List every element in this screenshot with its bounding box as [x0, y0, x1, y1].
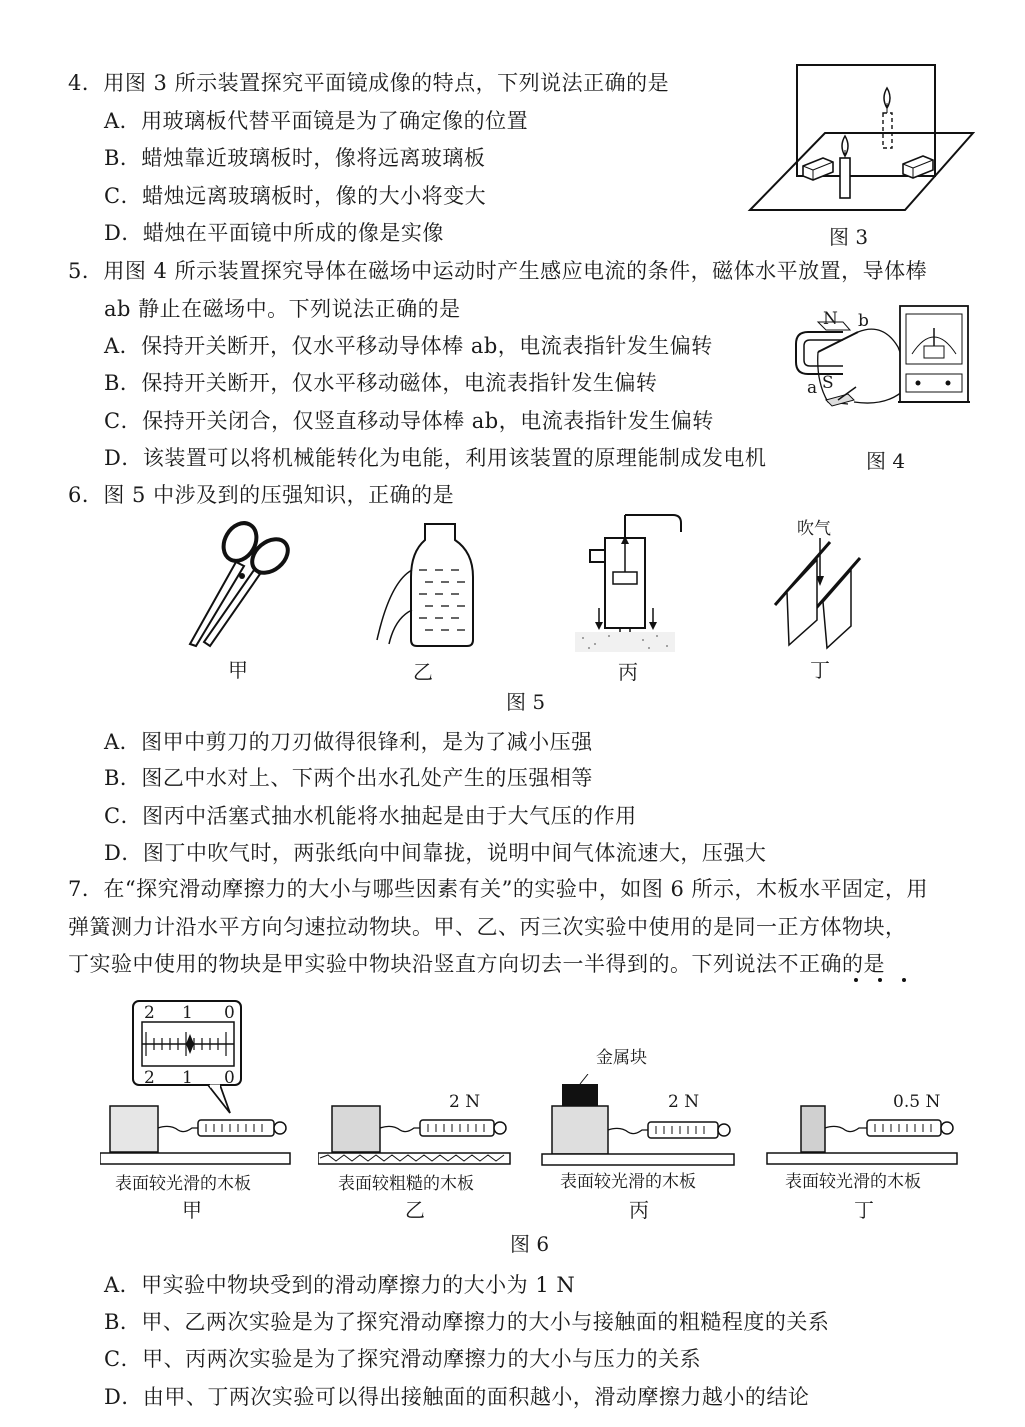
q7-option-b: B．甲、乙两次实验是为了探究滑动摩擦力的大小与接触面的粗糙程度的关系 — [104, 1310, 830, 1334]
surface-bing: 表面较光滑的木板 — [560, 1172, 696, 1192]
gauge-number-0-bottom: 0 — [224, 1068, 235, 1088]
figure-6-caption: 图 6 — [510, 1232, 550, 1256]
figure-5-water-bottle — [355, 522, 495, 652]
q4-option-d: D．蜡烛在平面镜中所成的像是实像 — [104, 221, 444, 245]
u-magnet — [796, 332, 843, 374]
surface-yi: 表面较粗糙的木板 — [338, 1174, 474, 1194]
figure-4-induction-apparatus — [788, 302, 973, 420]
fig5-label-jia: 甲 — [228, 658, 248, 682]
spring-scale — [420, 1120, 494, 1136]
rough-board — [318, 1153, 510, 1164]
spring-scale — [867, 1120, 941, 1136]
surface-ding: 表面较光滑的木板 — [785, 1172, 921, 1192]
gauge-number-0: 0 — [224, 1003, 235, 1023]
label-s: S — [822, 373, 834, 393]
surface-jia: 表面较光滑的木板 — [115, 1174, 251, 1194]
emphasis-dots — [852, 978, 912, 984]
setup-bing — [540, 1074, 740, 1168]
ammeter — [898, 306, 970, 402]
figure-5-caption: 图 5 — [506, 690, 546, 714]
q6-option-d: D．图丁中吹气时，两张纸向中间靠拢，说明中间气体流速大，压强大 — [104, 841, 767, 865]
q6-option-b: B．图乙中水对上、下两个出水孔处产生的压强相等 — [104, 766, 593, 790]
gauge-number-1-bottom: 1 — [182, 1068, 193, 1088]
switch — [826, 394, 854, 406]
q4-stem: 4．用图 3 所示装置探究平面镜成像的特点，下列说法正确的是 — [68, 71, 670, 95]
q6-option-a: A．图甲中剪刀的刀刃做得很锋利，是为了减小压强 — [104, 730, 593, 754]
q6-stem: 6．图 5 中涉及到的压强知识，正确的是 — [68, 483, 455, 507]
q7-option-d: D．由甲、丁两次实验可以得出接触面的面积越小，滑动摩擦力越小的结论 — [104, 1385, 810, 1409]
stand-right — [903, 156, 933, 178]
q7-option-a: A．甲实验中物块受到的滑动摩擦力的大小为 1 N — [104, 1273, 576, 1297]
q5-option-a: A．保持开关断开，仅水平移动导体棒 ab，电流表指针发生偏转 — [104, 334, 713, 358]
smooth-board — [100, 1153, 290, 1164]
q7-option-c: C．甲、丙两次实验是为了探究滑动摩擦力的大小与压力的关系 — [104, 1347, 702, 1371]
spring-scale — [198, 1120, 274, 1136]
setup-jia — [100, 1100, 295, 1168]
label-yi: 乙 — [405, 1198, 425, 1222]
label-b: b — [858, 311, 869, 331]
force-ding: 0.5 N — [893, 1092, 941, 1112]
q7-stem-line3: 丁实验中使用的物块是甲实验中物块沿竖直方向切去一半得到的。下列说法不正确的是 — [68, 952, 885, 976]
figure-5-paper-sheets — [765, 520, 865, 650]
block — [552, 1106, 608, 1154]
setup-yi — [318, 1100, 513, 1168]
label-a: a — [807, 378, 818, 398]
force-bing: 2 N — [668, 1092, 700, 1112]
block — [110, 1106, 158, 1152]
fig5-label-ding: 丁 — [810, 658, 830, 682]
q4-option-b: B．蜡烛靠近玻璃板时，像将远离玻璃板 — [104, 146, 486, 170]
block — [332, 1106, 380, 1152]
q5-option-b: B．保持开关断开，仅水平移动磁体，电流表指针发生偏转 — [104, 371, 658, 395]
setup-ding — [765, 1100, 965, 1168]
metal-block-label: 金属块 — [596, 1048, 647, 1068]
q5-stem-line1: 5．用图 4 所示装置探究导体在磁场中运动时产生感应电流的条件，磁体水平放置，导体棒 — [68, 259, 928, 283]
smooth-board — [542, 1154, 734, 1165]
figure-4-caption: 图 4 — [866, 449, 906, 473]
spring-scale — [648, 1122, 718, 1138]
half-block — [801, 1106, 825, 1152]
gauge-number-2-bottom: 2 — [144, 1068, 155, 1088]
metal-block — [562, 1084, 598, 1106]
smooth-board — [767, 1153, 957, 1164]
gauge-number-2: 2 — [144, 1003, 155, 1023]
q4-option-c: C．蜡烛远离玻璃板时，像的大小将变大 — [104, 184, 487, 208]
label-ding: 丁 — [854, 1198, 874, 1222]
candle-image — [883, 88, 892, 148]
figure-5-scissors — [180, 518, 290, 653]
label-jia: 甲 — [182, 1198, 202, 1222]
force-yi: 2 N — [449, 1092, 481, 1112]
q7-stem-line2: 弹簧测力计沿水平方向匀速拉动物块。甲、乙、丙三次实验中使用的是同一正方体物块， — [68, 915, 907, 939]
figure-3-caption: 图 3 — [829, 225, 869, 249]
q4-option-a: A．用玻璃板代替平面镜是为了确定像的位置 — [104, 109, 529, 133]
q7-stem-line1: 7．在“探究滑动摩擦力的大小与哪些因素有关”的实验中，如图 6 所示，木板水平固定，用 — [68, 877, 929, 901]
label-n: N — [823, 309, 838, 329]
q5-option-c: C．保持开关闭合，仅竖直移动导体棒 ab，电流表指针发生偏转 — [104, 409, 714, 433]
blow-label: 吹气 — [797, 519, 831, 539]
fig5-label-bing: 丙 — [618, 660, 638, 684]
figure-5-piston-pump — [565, 510, 685, 655]
conductor-ab — [818, 332, 858, 352]
q5-option-d: D．该装置可以将机械能转化为电能，利用该装置的原理能制成发电机 — [104, 446, 767, 470]
q6-option-c: C．图丙中活塞式抽水机能将水抽起是由于大气压的作用 — [104, 804, 637, 828]
figure-3-mirror-apparatus — [745, 58, 975, 218]
fig5-label-yi: 乙 — [413, 660, 433, 684]
candle-front — [840, 136, 850, 198]
q5-stem-line2: ab 静止在磁场中。下列说法正确的是 — [104, 297, 461, 321]
gauge-number-1: 1 — [182, 1003, 193, 1023]
label-bing: 丙 — [629, 1198, 649, 1222]
